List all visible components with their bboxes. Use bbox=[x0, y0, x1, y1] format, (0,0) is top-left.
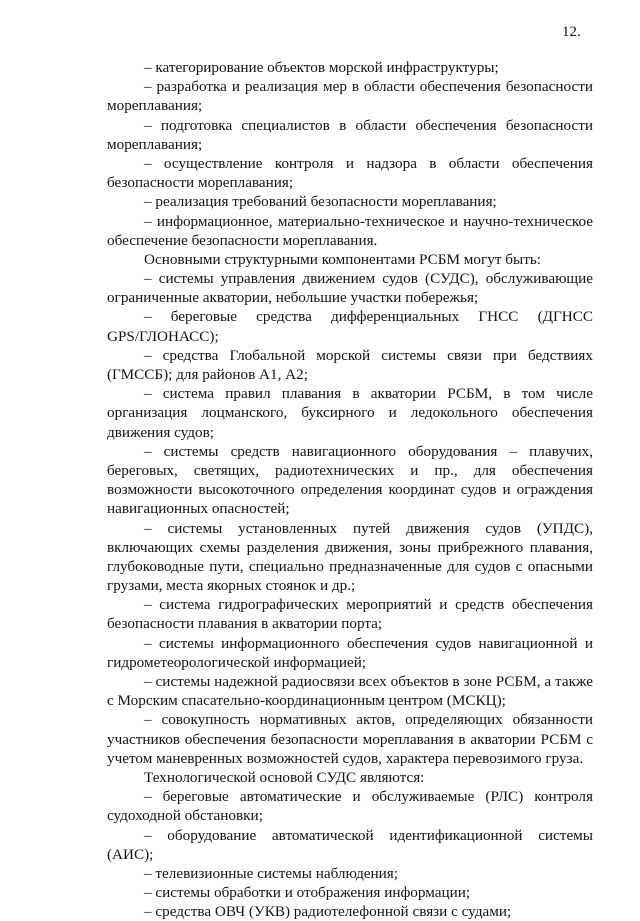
text-line: – средства ОВЧ (УКВ) радиотелефонной связи с судами; bbox=[144, 903, 512, 921]
text-line: – совокупность нормативных актов, определяющих обязанности bbox=[144, 711, 593, 729]
text-line: – реализация требований безопасности мореплавания; bbox=[144, 193, 497, 211]
text-line: ограниченные акватории, небольшие участки побережья; bbox=[107, 289, 479, 307]
text-line: включающих схемы разделения движения, зоны прибрежного плавания, bbox=[107, 538, 593, 556]
text-line: – системы информационного обеспечения судов навигационной и bbox=[144, 634, 593, 652]
text-line: – береговые автоматические и обслуживаемые (РЛС) контроля bbox=[144, 788, 593, 806]
text-line: береговых, светящих, радиотехнических и пр., для обеспечения bbox=[107, 461, 593, 479]
text-line: – телевизионные системы наблюдения; bbox=[144, 864, 399, 882]
text-line: – система правил плавания в акватории РСБМ, в том числе bbox=[144, 385, 593, 403]
text-line: мореплавания; bbox=[107, 135, 203, 153]
text-line: грузами, места якорных стоянок и др.; bbox=[107, 577, 356, 595]
text-line: мореплавания; bbox=[107, 97, 203, 115]
text-line: – системы средств навигационного оборудования – плавучих, bbox=[144, 442, 593, 460]
text-line: глубоководные пути, специально предназначенные для судов с опасными bbox=[107, 557, 593, 575]
text-line: Основными структурными компонентами РСБМ могут быть: bbox=[144, 250, 541, 268]
text-line: – осуществление контроля и надзора в области обеспечения bbox=[144, 154, 593, 172]
text-line: – системы установленных путей движения судов (УПДС), bbox=[144, 519, 593, 537]
text-line: гидрометеорологической информацией; bbox=[107, 653, 367, 671]
text-line: – категорирование объектов морской инфраструктуры; bbox=[144, 59, 499, 76]
text-line: – средства Глобальной морской системы связи при бедствиях bbox=[144, 346, 593, 364]
text-line: – система гидрографических мероприятий и средств обеспечения bbox=[144, 596, 593, 614]
page-number: 12. bbox=[562, 24, 581, 40]
text-line: обеспечение безопасности мореплавания. bbox=[107, 231, 378, 249]
text-line: с Морским спасательно-координационным центром (МСКЦ); bbox=[107, 692, 506, 710]
text-line: – береговые средства дифференциальных ГНСС (ДГНСС bbox=[144, 308, 593, 326]
text-line: безопасности мореплавания; bbox=[107, 174, 294, 192]
text-line: (ГМССБ); для районов А1, А2; bbox=[107, 366, 308, 383]
document-body bbox=[107, 58, 593, 921]
text-line: судоходной обстановки; bbox=[107, 807, 263, 825]
text-line: – подготовка специалистов в области обеспечения безопасности bbox=[144, 116, 593, 134]
text-line: навигационных опасностей; bbox=[107, 500, 290, 518]
text-line: учетом маневренных возможностей судов, характера перевозимого груза. bbox=[107, 749, 584, 767]
text-line: участников обеспечения безопасности мореплавания в акватории РСБМ с bbox=[107, 730, 593, 748]
text-line: – разработка и реализация мер в области обеспечения безопасности bbox=[144, 78, 593, 96]
text-line: (АИС); bbox=[107, 845, 154, 863]
text-line: – системы обработки и отображения информации; bbox=[144, 884, 471, 902]
text-line: возможности высокоточного определения координат судов и ограждения bbox=[107, 481, 593, 499]
text-line: – информационное, материально-техническое и научно-техническое bbox=[144, 212, 593, 230]
text-line: движения судов; bbox=[107, 423, 214, 441]
text-line: – системы управления движением судов (СУДС), обслуживающие bbox=[144, 270, 593, 288]
text-line: организация лоцманского, буксирного и ледокольного обеспечения bbox=[107, 404, 593, 422]
text-line: – оборудование автоматической идентификационной системы bbox=[144, 826, 593, 844]
text-line: Технологической основой СУДС являются: bbox=[144, 768, 425, 786]
text-line: – системы надежной радиосвязи всех объектов в зоне РСБМ, а также bbox=[144, 673, 593, 690]
text-line: GPS/ГЛОНАСС); bbox=[107, 327, 219, 345]
text-line: безопасности плавания в акватории порта; bbox=[107, 615, 383, 633]
